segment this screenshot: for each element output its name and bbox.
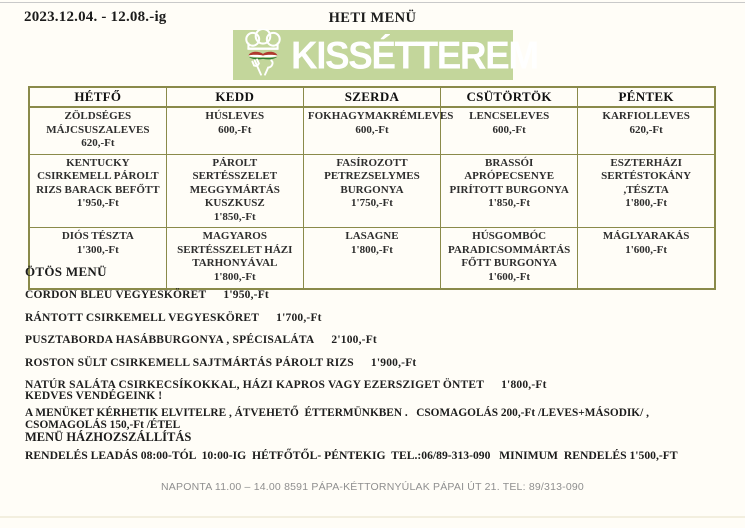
- menu-cell: [303, 228, 440, 290]
- dish-price: 1'850,-Ft: [213, 210, 256, 223]
- dish-name: MAGYAROS SERTÉSSZELET HÁZI TARHONYÁVAL: [177, 230, 293, 269]
- soup-row: [29, 107, 715, 154]
- weekly-menu-table: [28, 86, 716, 290]
- dessert-row: [29, 228, 715, 290]
- dish-name: PÁROLT SERTÉSSZELET MEGGYMÁRTÁS KUSZKUSZ: [189, 156, 280, 209]
- guests-note-text: A MENÜKET KÉRHETIK ELVITELRE , ÁTVEHETŐ ÉTTERMÜNKBEN . CSOMAGOLÁS 200,-Ft /LEVES+MÁSODIK/ , CSOMAGOLÁS 150,-Ft /ÉTEL: [25, 407, 655, 431]
- dish-name: LENCSELEVES: [469, 110, 550, 122]
- delivery-details: RENDELÉS LEADÁS 08:00-TÓL 10:00-IG HÉTFŐTŐL- PÉNTEKIG TEL.:06/89-313-090 MINIMUM RENDELÉS 1'500,-FT: [25, 448, 678, 462]
- dish-price: 1'300,-Ft: [76, 243, 119, 256]
- item-price: 1'800,-Ft: [501, 379, 547, 391]
- day-header-row: [29, 87, 715, 107]
- opening-hours-address: NAPONTA 11.00 – 14.00 8591 PÁPA-KÉTTORNYÚLAK PÁPAI ÚT 21. TEL: 89/313-090: [161, 481, 584, 493]
- item-price: 1'950,-Ft: [223, 289, 269, 301]
- dish-name: BRASSÓI APRÓPECSENYE PIRÍTOTT BURGONYA: [449, 156, 569, 196]
- dish-price: 1'600,-Ft: [488, 270, 531, 283]
- day-header-tuesday: KEDD: [166, 87, 303, 107]
- otos-menu-heading: ÖTÖS MENÜ: [25, 264, 107, 279]
- day-header-thursday: CSÜTÖRTÖK: [441, 87, 578, 107]
- dish-price: 600,-Ft: [355, 123, 389, 136]
- item-price: 1'700,-Ft: [276, 311, 322, 324]
- dish-price: 1'800,-Ft: [625, 197, 668, 209]
- dish-price: 620,-Ft: [629, 123, 663, 136]
- menu-cell: [578, 107, 715, 154]
- menu-cell: [578, 154, 715, 228]
- item-name: NATÚR SALÁTA CSIRKECSÍKOKKAL, HÁZI KAPROS VAGY EZERSZIGET ÖNTET: [25, 379, 485, 391]
- item-name: CORDON BLEU VEGYESKÖRET: [25, 289, 207, 301]
- dish-name: ESZTERHÁZI SERTÉSTOKÁNY ,TÉSZTA: [601, 156, 692, 196]
- bottom-divider: [0, 516, 745, 518]
- dish-name: LASAGNE: [345, 230, 399, 242]
- otos-menu-item: [25, 357, 547, 380]
- day-header-wednesday: SZERDA: [303, 87, 440, 107]
- item-price: 2'100,-Ft: [331, 334, 377, 346]
- main-course-row: [29, 154, 715, 228]
- item-name: ROSTON SÜLT CSIRKEMELL SAJTMÁRTÁS PÁROLT RIZS: [25, 356, 354, 369]
- dish-price: 600,-Ft: [218, 123, 252, 136]
- menu-cell: [303, 154, 440, 228]
- dish-name: DIÓS TÉSZTA: [61, 230, 134, 242]
- dish-name: ZÖLDSÉGES MÁJCSUSZALEVES: [46, 110, 150, 136]
- logo-wordmark: KISSÉTTEREM: [291, 33, 538, 77]
- date-range: 2023.12.04. - 12.08.-ig: [24, 9, 167, 25]
- menu-cell: [166, 228, 303, 290]
- menu-cell: [29, 154, 166, 228]
- restaurant-logo: [233, 30, 538, 80]
- menu-cell: [166, 107, 303, 154]
- menu-cell: [441, 154, 578, 228]
- dish-price: 620,-Ft: [81, 137, 115, 149]
- top-divider: [0, 2, 745, 3]
- day-header-monday: HÉTFŐ: [29, 87, 166, 107]
- dish-price: 1'800,-Ft: [351, 243, 393, 256]
- dish-name: FOKHAGYMAKRÉMLEVES: [307, 110, 454, 122]
- dish-price: 1'950,-Ft: [76, 197, 119, 209]
- otos-menu-item: [25, 289, 547, 312]
- otos-menu-item: [25, 312, 547, 335]
- menu-cell: [441, 228, 578, 290]
- dish-price: 1'850,-Ft: [488, 197, 531, 209]
- otos-menu-list: [25, 289, 547, 402]
- guests-note-heading: KEDVES VENDÉGEINK !: [25, 390, 163, 402]
- day-header-friday: PÉNTEK: [578, 87, 715, 107]
- dish-price: 600,-Ft: [492, 123, 526, 136]
- dish-name: KARFIOLLEVES: [602, 110, 690, 122]
- chef-hat-mustache-cutlery-icon: [237, 29, 289, 82]
- dish-name: FASÍROZOTT PETREZSELYMES BURGONYA: [324, 156, 420, 196]
- dish-name: KENTUCKY CSIRKEMELL PÁROLT RIZS BARACK BEFŐTT: [36, 156, 160, 196]
- item-name: PUSZTABORDA HASÁBBURGONYA , SPÉCISALÁTA: [25, 334, 315, 346]
- dish-price: 1'600,-Ft: [625, 243, 668, 256]
- menu-cell: [29, 107, 166, 154]
- dish-name: HÚSGOMBÓC PARADICSOMMÁRTÁS FŐTT BURGONYA: [448, 230, 571, 269]
- item-name: RÁNTOTT CSIRKEMELL VEGYESKÖRET: [25, 311, 260, 324]
- menu-cell: [303, 107, 454, 154]
- otos-menu-item: [25, 334, 547, 357]
- page-title: HETI MENÜ: [328, 10, 417, 26]
- dish-name: MÁGLYARAKÁS: [602, 230, 690, 242]
- menu-cell: [441, 107, 578, 154]
- menu-cell: [166, 154, 303, 228]
- item-price: 1'900,-Ft: [370, 356, 417, 369]
- dish-price: 1'800,-Ft: [213, 270, 256, 283]
- dish-name: HÚSLEVES: [205, 110, 265, 122]
- menu-cell: [578, 228, 715, 290]
- dish-price: 1'750,-Ft: [351, 197, 393, 209]
- delivery-heading: MENÜ HÁZHOZSZÁLLÍTÁS: [25, 430, 192, 444]
